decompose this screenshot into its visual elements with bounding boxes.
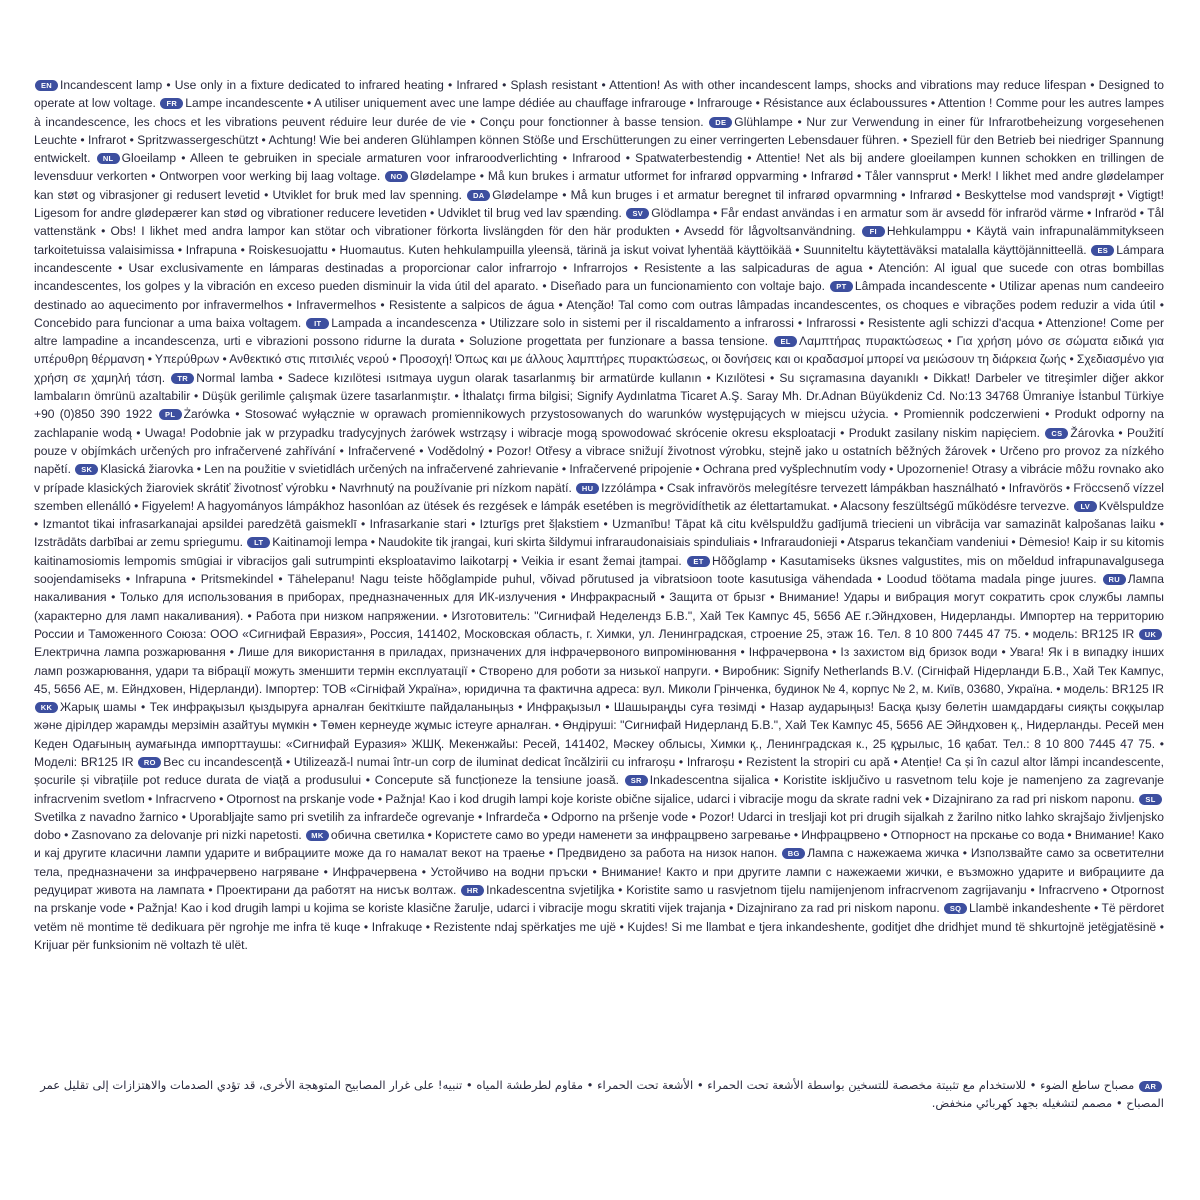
section-text-nl: Gloeilamp • Alleen te gebruiken in speciale armaturen voor infraroodverlichting • Infrarood • Spatwaterbestendig • Attentie! Net als bij andere gloeilampen kunnen schokken en trillingen de levensduur verkorten • Ontworpen voor werking bij laag voltage.: [34, 151, 1164, 184]
language-badge-el: EL: [774, 336, 797, 347]
language-badge-lt: LT: [247, 537, 270, 548]
language-badge-sr: SR: [625, 775, 648, 786]
section-text-sq: Llambë inkandeshente • Të përdoret vetëm në montime të dedikuara për ngrohje me infra të kuqe • Infrakuqe • Rezistente ndaj spërkatjes me ujë • Kujdes! Si me llambat e tjera inkandeshente, goditjet dhe dridhjet mund të shkurtojnë jetëgjatësinë • Krijuar për funksionim në voltazh të ulët.: [34, 901, 1164, 952]
language-badge-pt: PT: [830, 281, 853, 292]
section-text-tr: Normal lamba • Sadece kızılötesi ısıtmaya uygun olarak tasarlanmış bir armatürde kullanın • Kızılötesi • Su sıçramasına dayanıklı • Dikkat! Darbeler ve titreşimler diğer akkor lambaların ömrünü azaltabilir • Düşük gerilimle çalışmak üzere tasarlanmıştır. • İthalatçı firma bilgisi; Signify Aydınlatma Ticaret A.Ş. Saray Mh. Dr.Adnan Büyükdeniz Cd. No:13 34768 Ümraniye İstanbul Türkiye +90 (0)850 390 1922: [34, 370, 1164, 422]
language-badge-sk: SK: [75, 464, 98, 475]
language-badge-cs: CS: [1045, 428, 1068, 439]
section-text-sl: Svetilka z navadno žarnico • Uporabljajte samo pri svetilih za infrardeče ogrevanje • Infrardeča • Odporno na pršenje vode • Pozor! Udarci in tresljaji kot pri drugih sijalkah z žarilno nitko lahko skrajšajo življenjsko dobo • Zasnovano za delovanje pri nizki napetosti.: [34, 809, 1164, 843]
section-text-de: Glühlampe • Nur zur Verwendung in einer für Infrarotbeheizung vorgesehenen Leuchte • Infrarot • Spritzwassergeschützt • Achtung! Wie bei anderen Glühlampen können Stöße und Erschütterungen zu einer verringerten Lebensdauer führen. • Speziell für den Betrieb bei niedriger Spannung entwickelt.: [34, 114, 1164, 166]
language-badge-et: ET: [687, 556, 710, 567]
multilingual-text-block: [34, 76, 1164, 954]
language-badge-en: EN: [35, 80, 58, 91]
language-badge-hr: HR: [461, 885, 484, 896]
section-text-bg: Лампа с нажежаема жичка • Използвайте само за осветителни тела, предназначени за инфрачервено нагряване • Инфрачервена • Устойчиво на водни пръски • Внимание! Както и при другите лампи с нажежаеми жички, е възможно ударите и вибрациите да редуцират живота на лампата • Проектирани да работят на нисък волтаж.: [34, 846, 1164, 898]
language-badge-hu: HU: [576, 483, 599, 494]
language-badge-lv: LV: [1074, 501, 1097, 512]
language-badge-bg: BG: [782, 848, 805, 859]
section-text-it: Lampada a incandescenza • Utilizzare solo in sistemi per il riscaldamento a infrarossi • Infrarossi • Resistente agli schizzi d'acqua • Attenzione! Come per altre lampadine a incandescenza, urti e vibrazioni possono ridurne la durata • Soluzione progettata per funzionare a bassa tensione.: [34, 315, 1164, 349]
section-text-lt: Kaitinamoji lempa • Naudokite tik įrangai, kuri skirta šildymui infraraudonaisiais spinduliais • Infraraudonieji • Atsparus tekančiam vandeniui • Dėmesio! Kaip ir su kitomis kaitinamosiomis lempomis smūgiai ir vibracijos gali sutrumpinti eksploatavimo laikotarpį • Veikia ir esant žemai įtampai.: [34, 535, 1164, 568]
section-text-hr: Inkadescentna svjetiljka • Koristite samo u rasvjetnom tijelu namijenjenom infracrvenom zagrijavanju • Infracrveno • Otpornost na prskanje vode • Pažnja! Kao i kod drugih lampi u kojima se koriste klasične žarulje, udarci i vibracije mogu skratiti vijek trajanja • Dizajnirano za rad pri niskom naponu.: [34, 883, 1164, 916]
section-text-da: Glødelampe • Må kun bruges i et armatur beregnet til infrarød opvarmning • Infrarød • Beskyttelse mod vandsprøjt • Vigtigt! Ligesom for andre glødepærer kan stød og vibrationer reducere levetiden • Udviklet til brug ved lav spænding.: [34, 187, 1165, 221]
language-badge-sq: SQ: [944, 903, 967, 914]
language-badge-ar: AR: [1139, 1081, 1162, 1092]
language-badge-pl: PL: [159, 409, 182, 420]
section-text-lv: Kvēlspuldze • Izmantot tikai infrasarkanajai apsildei paredzētā gaismeklī • Infrasarkanie stari • Izturīgs pret šļakstiem • Uzmanību! Tāpat kā citu kvēlspuldžu gadījumā triecieni un vibrācija var samazināt kalpošanas laiku • Izstrādāts darbībai ar zemu spriegumu.: [34, 498, 1164, 550]
section-text-uk: Електрична лампа розжарювання • Лише для використання в приладах, призначених для інфрачервоного випромінювання • Інфрачервона • Із захистом від бризок води • Увага! Як і в випадку інших ламп розжарювання, удари та вібрації можуть зменшити термін експлуатації • Створено для роботи за низької напруги. • Виробник: Signify Netherlands B.V. (Сігніфай Нідерланди Б.В., Хай Тек Кампус, 45, 5656 AE, м. Ейндховен, Нідерланди). Імпортер: ТОВ «Сігніфай Україна», юридична та фактична адреса: вул. Миколи Грінченка, будинок № 4, корпус № 2, м. Київ, 03680, Україна. • модель: BR125 IR: [34, 645, 1164, 696]
section-text-mk: обична светилка • Користете само во уреди наменети за инфрацрвено загревање • Инфрацрвено • Отпорност на прскање со вода • Внимание! Како и кај другите класични лампи ударите и вибрациите може да го намалат векот на траење • Предвидено за работа на низок напон.: [34, 828, 1164, 861]
section-text-no: Glødelampe • Må kun brukes i armatur utformet for infrarød oppvarming • Infrarød • Tåler vannsprut • Merk! I likhet med andre glødelamper kan støt og vibrasjoner gi redusert levetid • Utviklet for bruk med lav spenning.: [34, 169, 1164, 202]
section-text-pt: Lâmpada incandescente • Utilizar apenas num candeeiro destinado ao aquecimento por infravermelhos • Infravermelhos • Resistente a salpicos de água • Atenção! Tal como com outras lâmpadas incandescentes, os choques e vibrações podem reduzir a vida útil • Concebido para funcionar a uma baixa voltagem.: [34, 279, 1164, 330]
section-text-en: Incandescent lamp • Use only in a fixture dedicated to infrared heating • Infrared • Splash resistant • Attention! As with other incandescent lamps, shocks and vibrations may reduce lifespan • Designed to operate at low voltage.: [34, 78, 1164, 111]
language-badge-es: ES: [1091, 245, 1114, 256]
language-badge-sl: SL: [1139, 794, 1162, 805]
language-badge-ro: RO: [138, 757, 161, 768]
language-badge-tr: TR: [171, 373, 194, 384]
language-badge-sv: SV: [626, 208, 649, 219]
language-badge-da: DA: [467, 190, 490, 201]
section-text-cs: Žárovka • Použití pouze v objímkách určených pro infračervené zahřívání • Infračervené • Vodědolný • Pozor! Otřesy a vibrace snižují životnost výrobku, stejně jako u ostatních běžných žárovek • Určeno pro provoz za nízkého napětí.: [34, 425, 1165, 477]
section-text-pl: Żarówka • Stosować wyłącznie w oprawach promiennikowych przystosowanych do warunków występujących w miejscu użycia. • Promiennik podczerwieni • Produkt odporny na zachlapanie wodą • Uwaga! Podobnie jak w przypadku tradycyjnych żarówek wstrząsy i wibracje mogą spowodować skrócenie okresu eksploatacji • Produkt zasilany niskim napięciem.: [34, 407, 1164, 440]
section-text-sr: Inkadescentna sijalica • Koristite isključivo u rasvetnom telu koje je namenjeno za zagrevanje infracrvenim svetlom • Infracrveno • Otpornost na prskanje vode • Pažnja! Kao i kod drugih lampi koje koriste obične sijalice, udarci i vibracije mogu da skrate radni vek • Dizajnirano za rad pri niskom naponu.: [34, 773, 1164, 806]
language-badge-fr: FR: [160, 98, 183, 109]
section-text-sv: Glödlampa • Får endast användas i en armatur som är avsedd för infraröd värme • Infraröd • Tål vattenstänk • Obs! I likhet med andra lampor kan stötar och vibrationer förkorta livslängden för den här produkten • Avsedd för lågvoltsanvändning.: [34, 206, 1164, 239]
section-text-fr: Lampe incandescente • A utiliser uniquement avec une lampe dédiée au chauffage infrarouge • Infrarouge • Résistance aux éclaboussures • Attention ! Comme pour les autres lampes à incandescence, les chocs et les vibrations peuvent réduire leur durée de vie • Conçu pour fonctionner à basse tension.: [34, 96, 1164, 129]
language-badge-it: IT: [306, 318, 329, 329]
arabic-text: مصباح ساطع الضوء • للاستخدام مع تثبيتة مخصصة للتسخين بواسطة الأشعة تحت الحمراء • الأشعة تحت الحمراء • مقاوم لطرطشة المياه • تنبيه! على غرار المصابيح المتوهجة الأخرى، قد تؤدي الصدمات والاهتزازات إلى تقليل عمر المصباح • مصمم لتشغيله بجهد كهربائي منخفض.: [40, 1078, 1164, 1111]
section-text-ru: Лампа накаливания • Только для использования в приборах, предназначенных для ИК-излучения • Инфракрасный • Защита от брызг • Внимание! Удары и вибрация могут сократить срок службы лампы (характерно для ламп накаливания). • Работа при низком напряжении. • Изготовитель: "Сигнифай Неделендз Б.В.", Хай Тек Кампус 45, 5656 AE г.Эйндховен, Нидерланды. Импортер на территорию России и Таможенного Союза: ООО «Сигнифай Евразия», Россия, 141402, Московская область, г. Химки, ул. Ленинградская, строение 25, этаж 16. Тел. 8 10 800 7445 47 75. • модель: BR125 IR: [34, 572, 1164, 641]
language-badge-no: NO: [385, 171, 408, 182]
section-text-kk: Жарық шамы • Тек инфрақызыл қыздыруға арналған бекіткіште пайдаланыңыз • Инфрақызыл • Шашыраңды суға төзімді • Назар аударыңыз! Басқа қызу бөлетін шамдардағы сияқты соққылар және дірілдер жарамды мерзімін азайтуы мүмкін • Төмен кернеуде жұмыс істеуге арналған. • Өндіруші: "Сигнифай Нидерланд Б.В.", Хай Тек Кампус 45, 5656 AE Эйндховен қ., Нидерланды. Ресей мен Кеден Одағының аумағында импорттаушы: «Сигнифай Еуразия» ЖШҚ. Мекенжайы: Ресей, 141402, Мәскеу облысы, Химки қ., Ленинградская к., 25 құрылыс, 16 қабат. Тел.: 8 10 800 7445 47 75. • Моделі: BR125 IR: [34, 700, 1164, 769]
language-badge-uk: UK: [1139, 629, 1162, 640]
section-text-ro: Bec cu incandescență • Utilizează-l numai într-un corp de iluminat dedicat încălzirii cu infraroșu • Infraroșu • Rezistent la stropiri cu apă • Atenție! Ca și în cazul altor lămpi incandescente, șocurile și vibrațiile pot reduce durata de viață a produsului • Concepute să funcționeze la tensiune joasă.: [34, 754, 1164, 788]
section-text-hu: Izzólámpa • Csak infravörös melegítésre tervezett lámpákban használható • Infravörös • Fröccsenő vízzel szemben ellenálló • Figyelem! A hagyományos lámpákhoz hasonlóan az ütések és rezgések e lámpák esetében is megrövidíthetik az élettartamukat. • Alacsony feszültségű működésre tervezve.: [34, 480, 1164, 513]
section-text-sk: Klasická žiarovka • Len na použitie v svietidlách určených na infračervené zahrievanie • Infračervené pripojenie • Ochrana pred vyšplechnutím vody • Upozornenie! Otrasy a vibrácie môžu rovnako ako v prípade klasických žiaroviek skrátiť životnosť výrobku • Navrhnutý na používanie pri nízkom napätí.: [34, 462, 1164, 495]
instruction-sheet: [0, 48, 1200, 1152]
section-text-et: Hõõglamp • Kasutamiseks üksnes valgustites, mis on mõeldud infrapunavalgusega soojendamiseks • Infrapuna • Pritsmekindel • Tähelepanu! Nagu teiste hõõglampide puhul, võivad põrutused ja vibratsioon toote kasutusiga vähendada • Loodud töötama madala pinge juures.: [34, 553, 1164, 587]
language-badge-de: DE: [709, 117, 732, 128]
section-text-es: Lámpara incandescente • Usar exclusivamente en lámparas destinadas a proporcionar calor infrarrojo • Infrarrojos • Resistente a las salpicaduras de agua • Atención: Al igual que sucede con otras bombillas incandescentes, los golpes y la vibración en exceso pueden disminuir la vida útil del aparato. • Diseñado para un funcionamiento con voltaje bajo.: [34, 242, 1164, 294]
language-badge-nl: NL: [97, 153, 120, 164]
language-badge-kk: KK: [35, 702, 58, 713]
section-text-el: Λαμπτήρας πυρακτώσεως • Για χρήση μόνο σε σώματα ειδικά για υπέρυθρη θέρμανση • Υπερύθρων • Ανθεκτικό στις πιτσιλιές νερού • Προσοχή! Όπως και με άλλους λαμπτήρες πυρακτώσεως, οι δονήσεις και οι κραδασμοί μπορεί να μειώσουν τη διάρκεια ζωής • Σχεδιασμένο για χρήση σε χαμηλή τάση.: [34, 334, 1164, 385]
section-text-fi: Hehkulamppu • Käytä vain infrapunalämmitykseen tarkoitetuissa valaisimissa • Infrapuna • Roiskesuojattu • Huomautus. Kuten hehkulampuilla yleensä, tärinä ja iskut voivat lyhentää käyttöikää • Suunniteltu käytettäväksi matalalla käyttöjännitteellä.: [34, 224, 1164, 257]
language-badge-mk: MK: [306, 830, 329, 841]
language-badge-fi: FI: [862, 226, 885, 237]
arabic-section: [34, 1076, 1164, 1113]
language-badge-ru: RU: [1103, 574, 1126, 585]
